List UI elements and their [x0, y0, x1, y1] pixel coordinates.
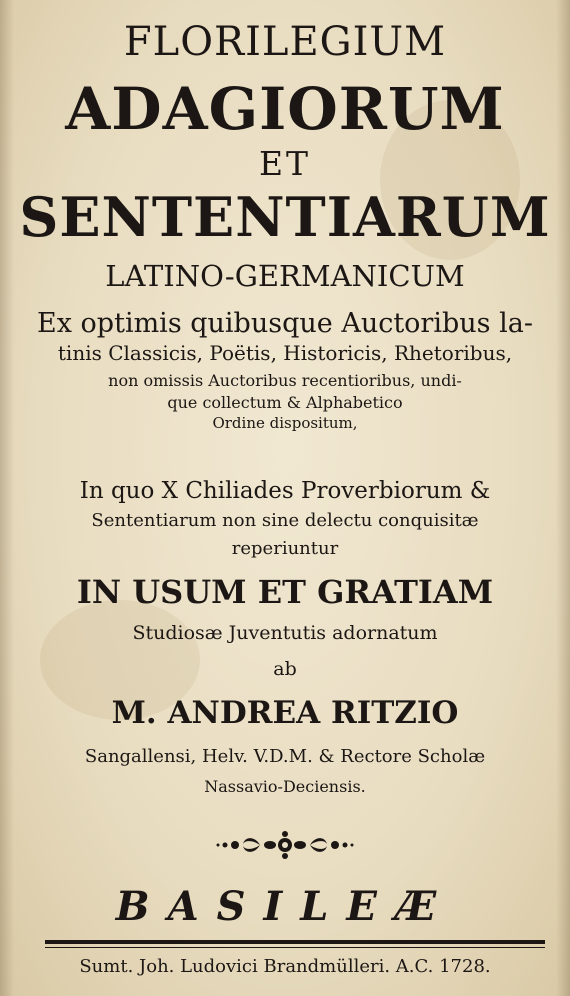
imprint-rule: [45, 940, 545, 944]
subtitle-latino-germanicum: LATINO-GERMANICUM: [105, 259, 465, 293]
description-line-5: Ordine dispositum,: [212, 414, 358, 432]
description-line-3: non omissis Auctoribus recentioribus, undi-: [108, 371, 462, 390]
dedication-heading: IN USUM ET GRATIAM: [76, 573, 494, 611]
imprint-rule-thin: [45, 947, 545, 948]
contents-line-2: Sententiarum non sine delectu conquisitæ: [91, 510, 479, 531]
description-line-2: tinis Classicis, Poëtis, Historicis, Rhetoribus,: [57, 341, 513, 365]
title-line-sententiarum: SENTENTIARUM: [19, 185, 551, 249]
title-line-et: ET: [258, 144, 312, 183]
contents-line-3: reperiuntur: [231, 538, 339, 559]
author-name: M. ANDREA RITZIO: [111, 695, 459, 731]
imprint-line: Sumt. Joh. Ludovici Brandmülleri. A.C. 1728.: [79, 956, 491, 977]
title-line-florilegium: FLORILEGIUM: [123, 19, 447, 65]
author-affiliation-2: Nassavio-Deciensis.: [204, 777, 366, 796]
contents-line-1: In quo X Chiliades Proverbiorum &: [79, 478, 491, 504]
by-line: ab: [273, 658, 297, 680]
description-line-1: Ex optimis quibusque Auctoribus la-: [37, 308, 533, 339]
title-line-adagiorum: ADAGIORUM: [65, 75, 505, 143]
dedication-line: Studiosæ Juventutis adornatum: [132, 622, 438, 644]
place-of-publication: BASILEÆ: [115, 883, 455, 930]
floral-ornament-icon: [215, 830, 355, 860]
description-line-4: que collectum & Alphabetico: [167, 393, 403, 412]
author-affiliation-1: Sangallensi, Helv. V.D.M. & Rectore Scholæ: [84, 746, 486, 767]
